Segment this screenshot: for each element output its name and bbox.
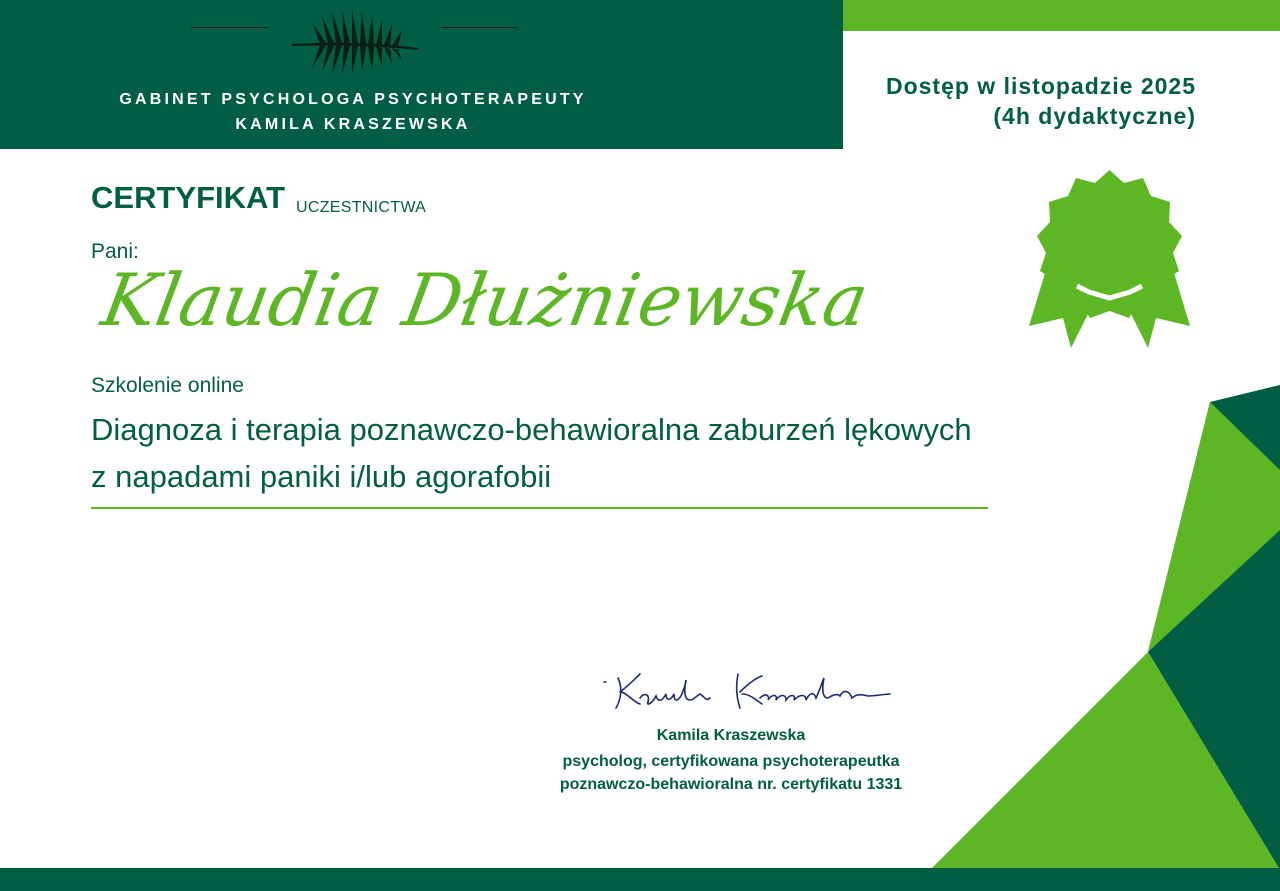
access-date: Dostęp w listopadzie 2025 (885, 73, 1196, 99)
course-title-underline (91, 507, 988, 509)
access-hours: (4h dydaktyczne) (993, 103, 1196, 129)
signature-image (600, 664, 895, 716)
header-rule-right (441, 27, 517, 28)
org-name-line-1: GABINET PSYCHOLOGA PSYCHOTERAPEUTY (119, 91, 587, 108)
access-info (886, 71, 1196, 131)
signer-role-line-1: psycholog, certyfikowana psychoterapeutka (562, 753, 900, 770)
participant-name: Klaudia Dłużniewska (96, 258, 875, 342)
course-type: Szkolenie online (91, 374, 244, 397)
signer-name: Kamila Kraszewska (656, 727, 806, 744)
certificate-subtitle: UCZESTNICTWA (296, 199, 427, 216)
top-accent-strip (843, 0, 1280, 31)
decorative-triangles (920, 380, 1280, 870)
header-rule-left (191, 27, 268, 28)
salutation: Pani: (91, 240, 139, 263)
certificate-title: CERTYFIKAT (91, 180, 286, 215)
org-name-line-2: KAMILA KRASZEWSKA (235, 116, 471, 133)
footer-band (0, 868, 1280, 891)
course-title: Diagnoza i terapia poznawczo-behawioralna zaburzeń lękowych z napadami paniki i/lub agorafobii (91, 412, 972, 494)
signer-role-line-2: poznawczo-behawioralna nr. certyfikatu 1331 (559, 776, 903, 793)
award-ribbon-icon (1027, 168, 1192, 353)
signer-role (511, 750, 951, 796)
fern-leaf-icon (290, 8, 420, 74)
